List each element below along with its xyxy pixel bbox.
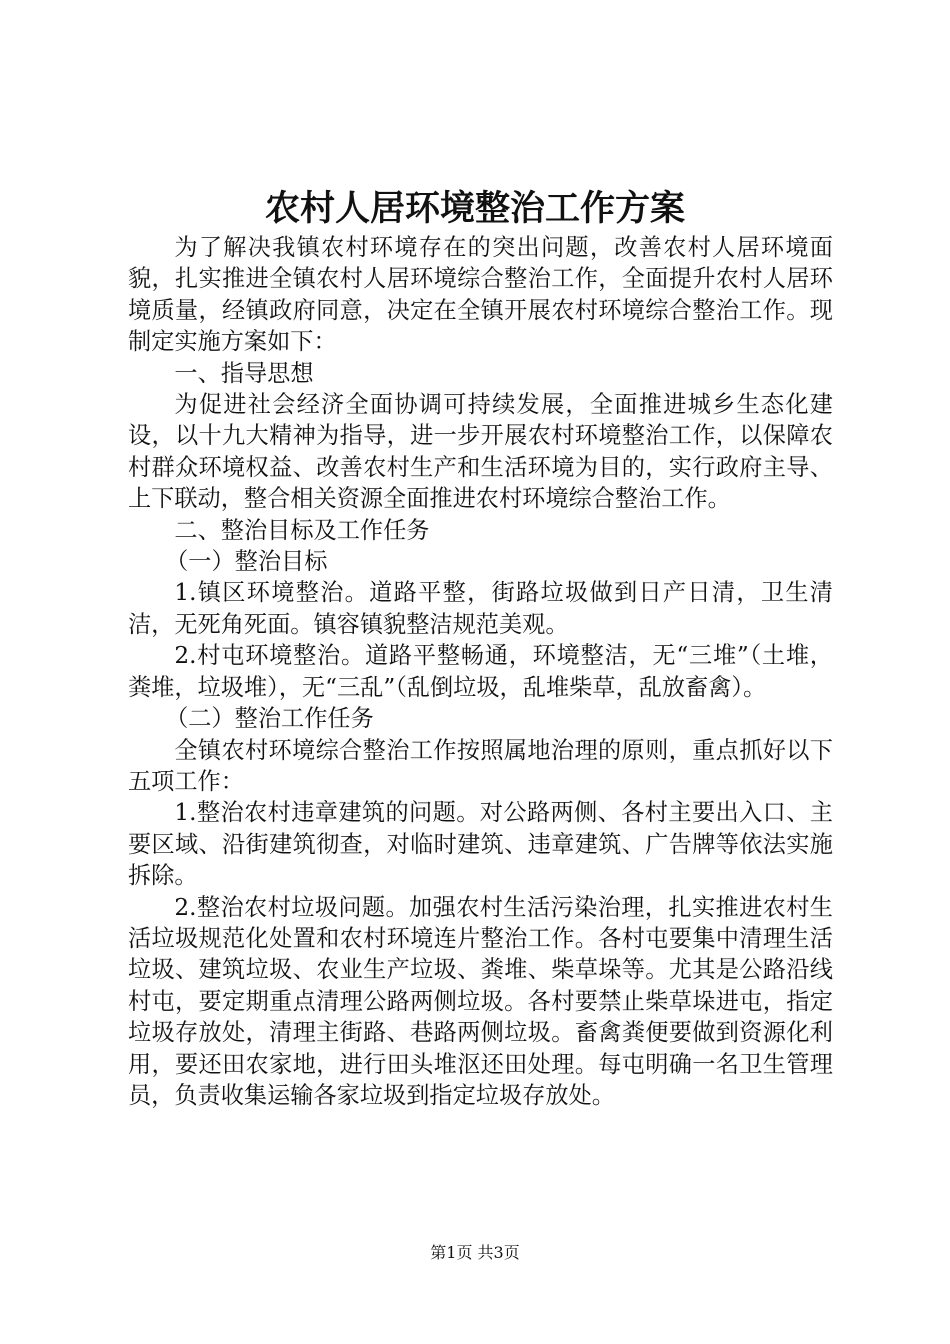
paragraph-intro: 为了解决我镇农村环境存在的突出问题，改善农村人居环境面貌，扎实推进全镇农村人居环境综合整治工作，全面提升农村人居环境质量，经镇政府同意，决定在全镇开展农村环境综合整治工作。现制定实施方案如下： (128, 234, 833, 356)
paragraph-goal-2: 2.村屯环境整治。道路平整畅通，环境整洁，无“三堆”（土堆，粪堆，垃圾堆），无“三乱”（乱倒垃圾，乱堆柴草，乱放畜禽）。 (128, 642, 833, 701)
paragraph-task-1: 1.整治农村违章建筑的问题。对公路两侧、各村主要出入口、主要区域、沿街建筑彻查，对临时建筑、违章建筑、广告牌等依法实施拆除。 (128, 799, 833, 890)
page-footer: 第1页 共3页 (430, 1243, 520, 1262)
subheading-tasks: （二）整治工作任务 (165, 705, 374, 733)
heading-guiding-ideology: 一、指导思想 (174, 359, 314, 387)
subheading-goals: （一）整治目标 (165, 548, 328, 576)
paragraph-task-2: 2.整治农村垃圾问题。加强农村生活污染治理，扎实推进农村生活垃圾规范化处置和农村环境连片整治工作。各村屯要集中清理生活垃圾、建筑垃圾、农业生产垃圾、粪堆、柴草垛等。尤其是公路沿线村屯，要定期重点清理公路两侧垃圾。各村要禁止柴草垛进屯，指定垃圾存放处，清理主街路、巷路两侧垃圾。畜禽粪便要做到资源化利用，要还田农家地，进行田头堆沤还田处理。每屯明确一名卫生管理员，负责收集运输各家垃圾到指定垃圾存放处。 (128, 893, 833, 1109)
heading-goals-and-tasks: 二、整治目标及工作任务 (174, 516, 430, 544)
paragraph-tasks-intro: 全镇农村环境综合整治工作按照属地治理的原则，重点抓好以下五项工作： (128, 736, 833, 795)
paragraph-guiding-ideology: 为促进社会经济全面协调可持续发展，全面推进城乡生态化建设，以十九大精神为指导，进一步开展农村环境整治工作，以保障农村群众环境权益、改善农村生产和生活环境为目的，实行政府主导、上下联动，整合相关资源全面推进农村环境综合整治工作。 (128, 391, 833, 513)
document-title: 农村人居环境整治工作方案 (264, 188, 685, 229)
paragraph-goal-1: 1.镇区环境整治。道路平整，街路垃圾做到日产日清，卫生清洁，无死角死面。镇容镇貌整洁规范美观。 (128, 579, 833, 638)
document-body (128, 232, 833, 1111)
